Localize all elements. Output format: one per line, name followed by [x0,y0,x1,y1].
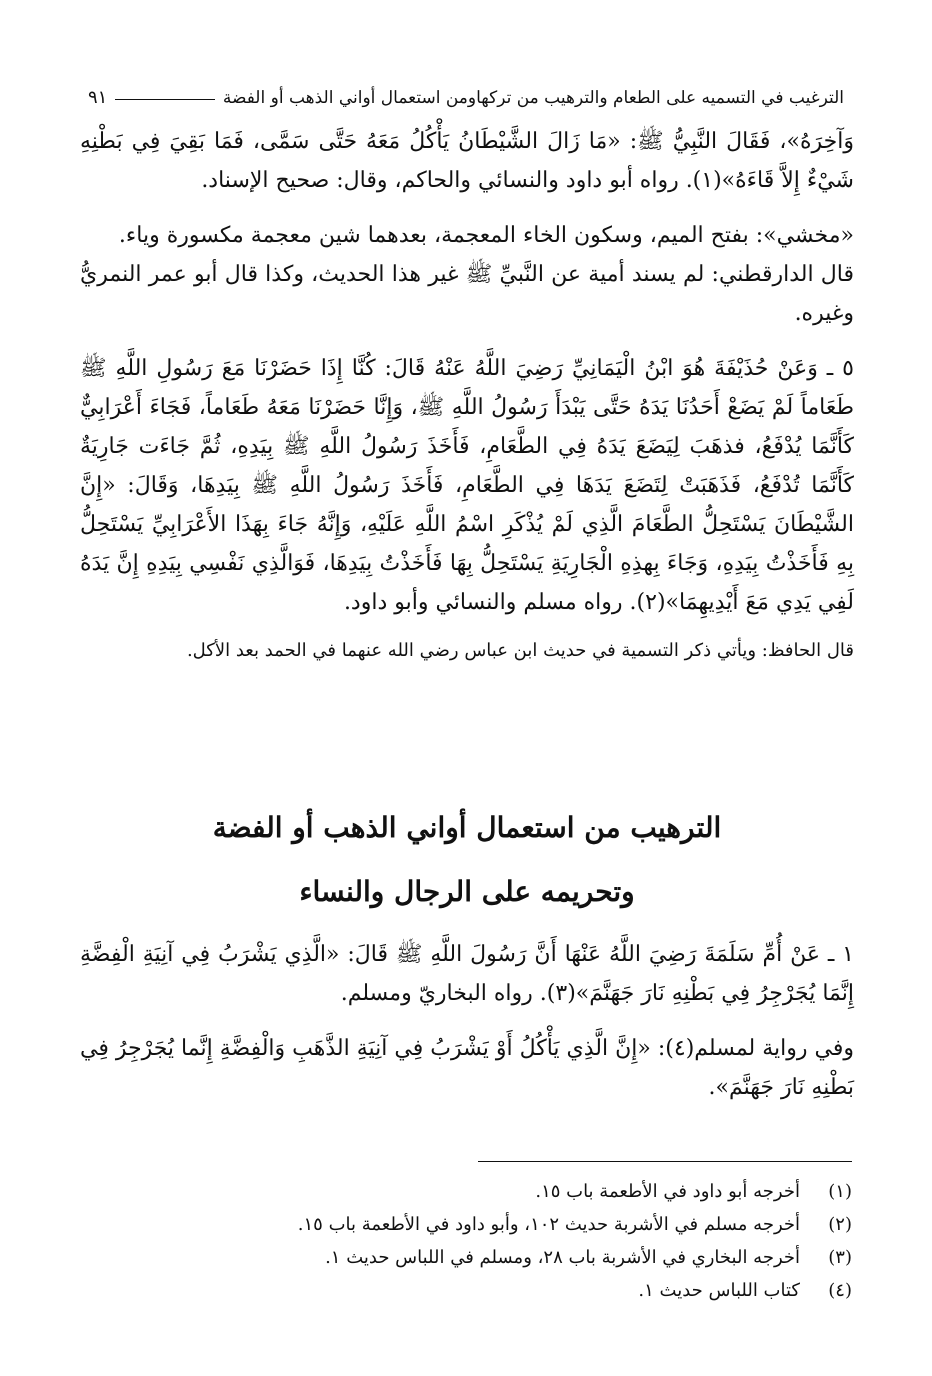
footnote-item [80,1241,852,1274]
paragraph-daraqutni-note: قال الدارقطني: لم يسند أمية عن النَّبيِّ ﷺ غير هذا الحديث، وكذا قال أبو عمر النمريُّ وغيره. [80,262,854,326]
main-text [80,122,854,666]
footnote-number: (٢) [828,1214,852,1235]
footnote-text: كتاب اللباس حديث ١. [638,1280,800,1301]
footnotes-list [80,1175,852,1307]
paragraph-hadith-5: ٥ ـ وَعَنْ حُذَيْفَةَ هُوَ ابْنُ الْيَمَانِيِّ رَضِيَ اللَّهُ عَنْهُ قَالَ: كُنَّا إِذَا حَضَرْنَا مَعَ رَسُولِ اللَّهِ ﷺ طَعَاماً لَمْ يَضَعْ أَحَدُنَا يَدَهُ حَتَّى يَبْدَأَ رَسُولُ اللَّهِ ﷺ، وَإِنَّا حَضَرْنَا مَعَهُ طَعَاماً، فَجَاءَ أَعْرَابِيٌّ كَأَنَّمَا يُدْفَعُ، فذهَبَ لِيَضَعَ يَدَهُ فِي الطَّعَامِ، فَأَخَذَ رَسُولُ اللَّهِ ﷺ بِيَدِهِ، ثُمَّ جَاءَت جَارِيَةٌ كَأَنَّمَا تُدْفَعُ، فَذَهَبَتْ لِتَضَعَ يَدَهَا فِي الطَّعَامِ، فَأَخَذَ رَسُولُ اللَّهِ ﷺ بِيَدِهَا، وَقَالَ: «إِنَّ الشَّيْطَانَ يَسْتَحِلُّ الطَّعَامَ الَّذِي لَمْ يُذْكَرِ اسْمُ اللَّهِ عَلَيْهِ، وَإِنَّهُ جَاءَ بِهَذَا الأَعْرَابِيِّ يَسْتَحِلُّ بِهِ فَأَخَذْتُ بِيَدِهِ، وَجَاءَ بِهذِهِ الْجَارِيَةِ يَسْتَحِلُّ بِهَا فَأَخَذْتُ بِيَدِهَا، فَوَالَّذِي نَفْسِي بِيَدِهِ إِنَّ يَدَهُ لَفِي يَدِي مَعَ أَيْدِيهِمَا»(٢). رواه مسلم والنسائي وأبو داود. [80,356,854,615]
header-rule [115,99,215,100]
paragraph-hafiz-note: قال الحافظ: ويأتي ذكر التسمية في حديث ابن عباس رضي الله عنهما في الحمد بعد الأكل. [186,640,854,661]
footnote-text: أخرجه البخاري في الأشربة باب ٢٨، ومسلم في اللباس حديث ١. [325,1247,800,1268]
section-title-line2: وتحريمه على الرجال والنساء [299,875,635,908]
paragraph-hadith-1: ١ ـ عَنْ أُمِّ سَلَمَةَ رَضِيَ اللَّهُ عَنْهَا أَنَّ رَسُولَ اللَّهِ ﷺ قَالَ: «الَّذِي يَشْرَبُ فِي آنِيَةِ الْفِضَّةِ إِنَّمَا يُجَرْجِرُ فِي بَطْنِهِ نَارَ جَهَنَّمَ»(٣). رواه البخاريّ ومسلم. [80,942,854,1006]
footnote-text: أخرجه أبو داود في الأطعمة باب ١٥. [535,1181,800,1202]
footnote-text: أخرجه مسلم في الأشربة حديث ١٠٢، وأبو داود في الأطعمة باب ١٥. [297,1214,800,1235]
paragraph-mukhshi-note: «مخشي»: بفتح الميم، وسكون الخاء المعجمة، بعدهما شين معجمة مكسورة وياء. [118,223,854,248]
section-title-line1: الترهيب من استعمال أواني الذهب أو الفضة [212,811,722,844]
footnote-rule [478,1161,852,1162]
section-text [80,935,854,1107]
footnote-number: (٣) [828,1247,852,1268]
footnote-number: (٤) [828,1280,852,1301]
footnote-item [80,1175,852,1208]
header-title: الترغيب في التسميه على الطعام والترهيب من تركهاومن استعمال أواني الذهب أو الفضة [222,88,844,108]
footnote-item [80,1208,852,1241]
footnote-item [80,1274,852,1307]
paragraph-muslim-narration: وفي رواية لمسلم(٤): «إِنَّ الَّذِي يَأْكُلُ أَوْ يَشْرَبُ فِي آنِيَةِ الذَّهَبِ وَالْفِضَّةِ إِنَّما يُجَرْجِرُ فِي بَطْنِهِ نَارَ جَهَنَّمَ». [80,1036,854,1100]
page-number: ٩١ [88,87,108,108]
footnote-number: (١) [828,1181,852,1202]
running-header [88,80,844,108]
paragraph-hadith-4-end: وَآخِرَهُ»، فَقَالَ النَّبِيُّ ﷺ: «مَا زَالَ الشَّيْطَانُ يَأْكُلُ مَعَهُ حَتَّى سَمَّى، فَمَا بَقِيَ فِي بَطْنِهِ شَيْءٌ إِلاَّ قَاءَهُ»(١). رواه أبو داود والنسائي والحاكم، وقال: صحيح الإسناد. [80,129,854,193]
